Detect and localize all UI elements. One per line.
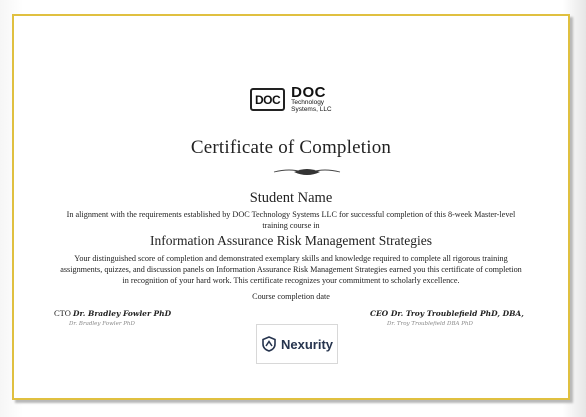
flourish-icon — [272, 166, 342, 178]
intro-text: In alignment with the requirements established by DOC Technology Systems LLC for successful completion of this 8-week Master-level training course in — [66, 210, 516, 230]
cto-signature: Dr. Bradley Fowler PhD — [69, 321, 135, 327]
doc-logo-main: DOC — [291, 83, 327, 101]
cto-signature-label — [54, 308, 171, 318]
doc-logo-sub2: Systems, LLC — [291, 105, 332, 113]
completion-date-label: Course completion date — [252, 292, 330, 301]
ceo-signature-label — [370, 308, 524, 318]
doc-logo — [250, 80, 360, 118]
course-name: Information Assurance Risk Management Strategies — [150, 233, 432, 248]
doc-logo-sub1: Technology — [291, 98, 325, 106]
certificate — [12, 14, 570, 400]
ceo-signature: Dr. Troy Troublefield DBA PhD — [387, 321, 473, 327]
shield-icon — [261, 336, 277, 352]
partner-name: Nexurity — [280, 336, 334, 352]
cto-name: Dr. Bradley Fowler PhD — [72, 309, 172, 318]
certificate-title: Certificate of Completion — [190, 137, 392, 158]
ceo-name: CEO Dr. Troy Troublefield PhD, DBA, — [370, 309, 524, 318]
partner-logo — [256, 324, 338, 364]
cto-role: CTO — [54, 308, 71, 318]
body-text: Your distinguished score of completion and demonstrated exemplary skills and knowledge required to complete all rigorous training assignments, quizzes, and discussion panels on Information Assurance Risk Management Strategies earned you this certificate of completion in recognition of your hard work. This certificate recognizes your commitment to scholarly excellence. — [60, 254, 522, 285]
doc-logo-box: DOC — [250, 88, 285, 111]
student-name: Student Name — [249, 190, 333, 206]
